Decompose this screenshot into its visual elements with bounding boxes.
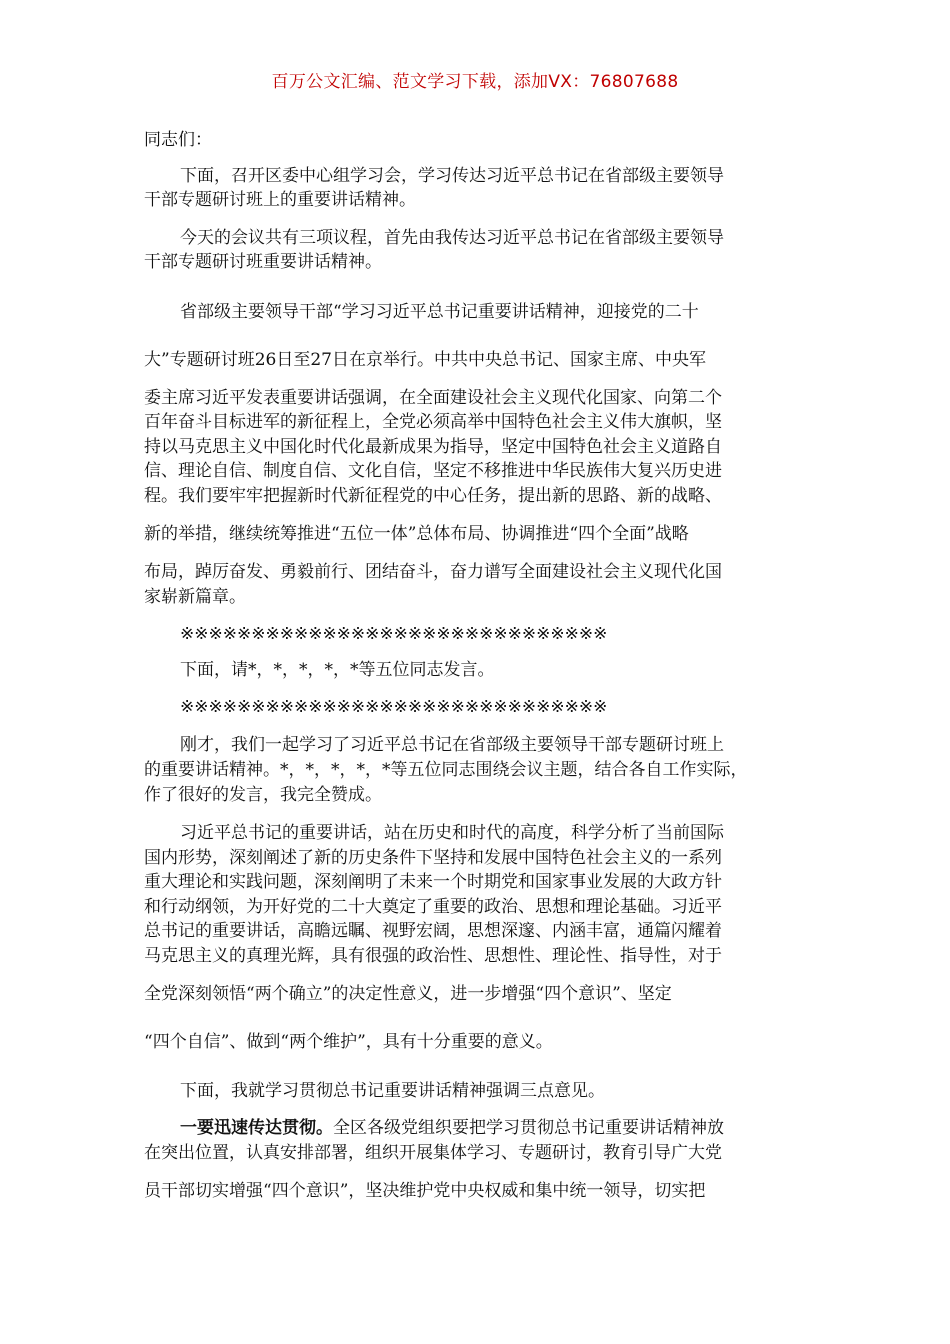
paragraph-line: 员干部切实增强“四个意识”，坚决维护党中央权威和集中统一领导，切实把	[144, 1181, 706, 1201]
point-one-line	[180, 1117, 724, 1139]
paragraph-line: 持以马克思主义中国化时代化最新成果为指导，坚定中国特色社会主义道路自	[144, 437, 722, 457]
paragraph-line: 和行动纲领，为开好党的二十大奠定了重要的政治、思想和理论基础。习近平	[144, 897, 722, 917]
paragraph-line: 信、理论自信、制度自信、文化自信，坚定不移推进中华民族伟大复兴历史进	[144, 461, 722, 481]
paragraph-line: 委主席习近平发表重要讲话强调，在全面建设社会主义现代化国家、向第二个	[144, 388, 722, 408]
paragraph-line: 国内形势，深刻阐述了新的历史条件下坚持和发展中国特色社会主义的一系列	[144, 848, 722, 868]
paragraph-line: 布局，踔厉奋发、勇毅前行、团结奋斗，奋力谱写全面建设社会主义现代化国	[144, 562, 722, 582]
point-one-heading: 一要迅速传达贯彻。	[180, 1118, 333, 1138]
paragraph-line: 今天的会议共有三项议程，首先由我传达习近平总书记在省部级主要领导	[180, 228, 724, 248]
paragraph-line: 刚才，我们一起学习了习近平总书记在省部级主要领导干部专题研讨班上	[180, 735, 724, 755]
paragraph-line: 新的举措，继续统筹推进“五位一体”总体布局、协调推进“四个全面”战略	[144, 524, 689, 544]
paragraph-line: 马克思主义的真理光辉，具有很强的政治性、思想性、理论性、指导性，对于	[144, 946, 722, 966]
paragraph-line: “四个自信”、做到“两个维护”，具有十分重要的意义。	[144, 1032, 553, 1052]
separator-line: ※※※※※※※※※※※※※※※※※※※※※※※※※※※※※※	[180, 624, 608, 644]
paragraph-line: 习近平总书记的重要讲话，站在历史和时代的高度，科学分析了当前国际	[180, 823, 724, 843]
paragraph-line: 干部专题研讨班重要讲话精神。	[144, 252, 382, 272]
paragraph-line: 总书记的重要讲话，高瞻远瞩、视野宏阔，思想深邃、内涵丰富，通篇闪耀着	[144, 921, 722, 941]
paragraph-line: 全党深刻领悟“两个确立”的决定性意义，进一步增强“四个意识”、坚定	[144, 984, 672, 1004]
paragraph-line: 的重要讲话精神。*，*，*，*，*等五位同志围绕会议主题，结合各自工作实际，	[144, 760, 748, 780]
paragraph-line: 下面，召开区委中心组学习会，学习传达习近平总书记在省部级主要领导	[180, 166, 724, 186]
salutation: 同志们：	[144, 130, 212, 150]
paragraph-line: 省部级主要领导干部“学习习近平总书记重要讲话精神，迎接党的二十	[180, 302, 699, 322]
paragraph-line: 作了很好的发言，我完全赞成。	[144, 785, 382, 805]
paragraph-line: 下面，我就学习贯彻总书记重要讲话精神强调三点意见。	[180, 1081, 605, 1101]
paragraph-line: 在突出位置，认真安排部署，组织开展集体学习、专题研讨，教育引导广大党	[144, 1143, 722, 1163]
paragraph-line: 重大理论和实践问题，深刻阐明了未来一个时期党和国家事业发展的大政方针	[144, 872, 722, 892]
watermark-header: 百万公文汇编、范文学习下载，添加VX：76807688	[271, 72, 679, 92]
point-one-text: 全区各级党组织要把学习贯彻总书记重要讲话精神放	[333, 1118, 724, 1138]
paragraph-line: 程。我们要牢牢把握新时代新征程党的中心任务，提出新的思路、新的战略、	[144, 486, 722, 506]
paragraph-line: 家崭新篇章。	[144, 587, 246, 607]
separator-line: ※※※※※※※※※※※※※※※※※※※※※※※※※※※※※※	[180, 697, 608, 717]
paragraph-line: 大”专题研讨班26日至27日在京举行。中共中央总书记、国家主席、中央军	[144, 350, 706, 370]
paragraph-line: 干部专题研讨班上的重要讲话精神。	[144, 190, 416, 210]
paragraph-line: 下面，请*，*，*，*，*等五位同志发言。	[180, 660, 495, 680]
paragraph-line: 百年奋斗目标进军的新征程上，全党必须高举中国特色社会主义伟大旗帜，坚	[144, 412, 722, 432]
